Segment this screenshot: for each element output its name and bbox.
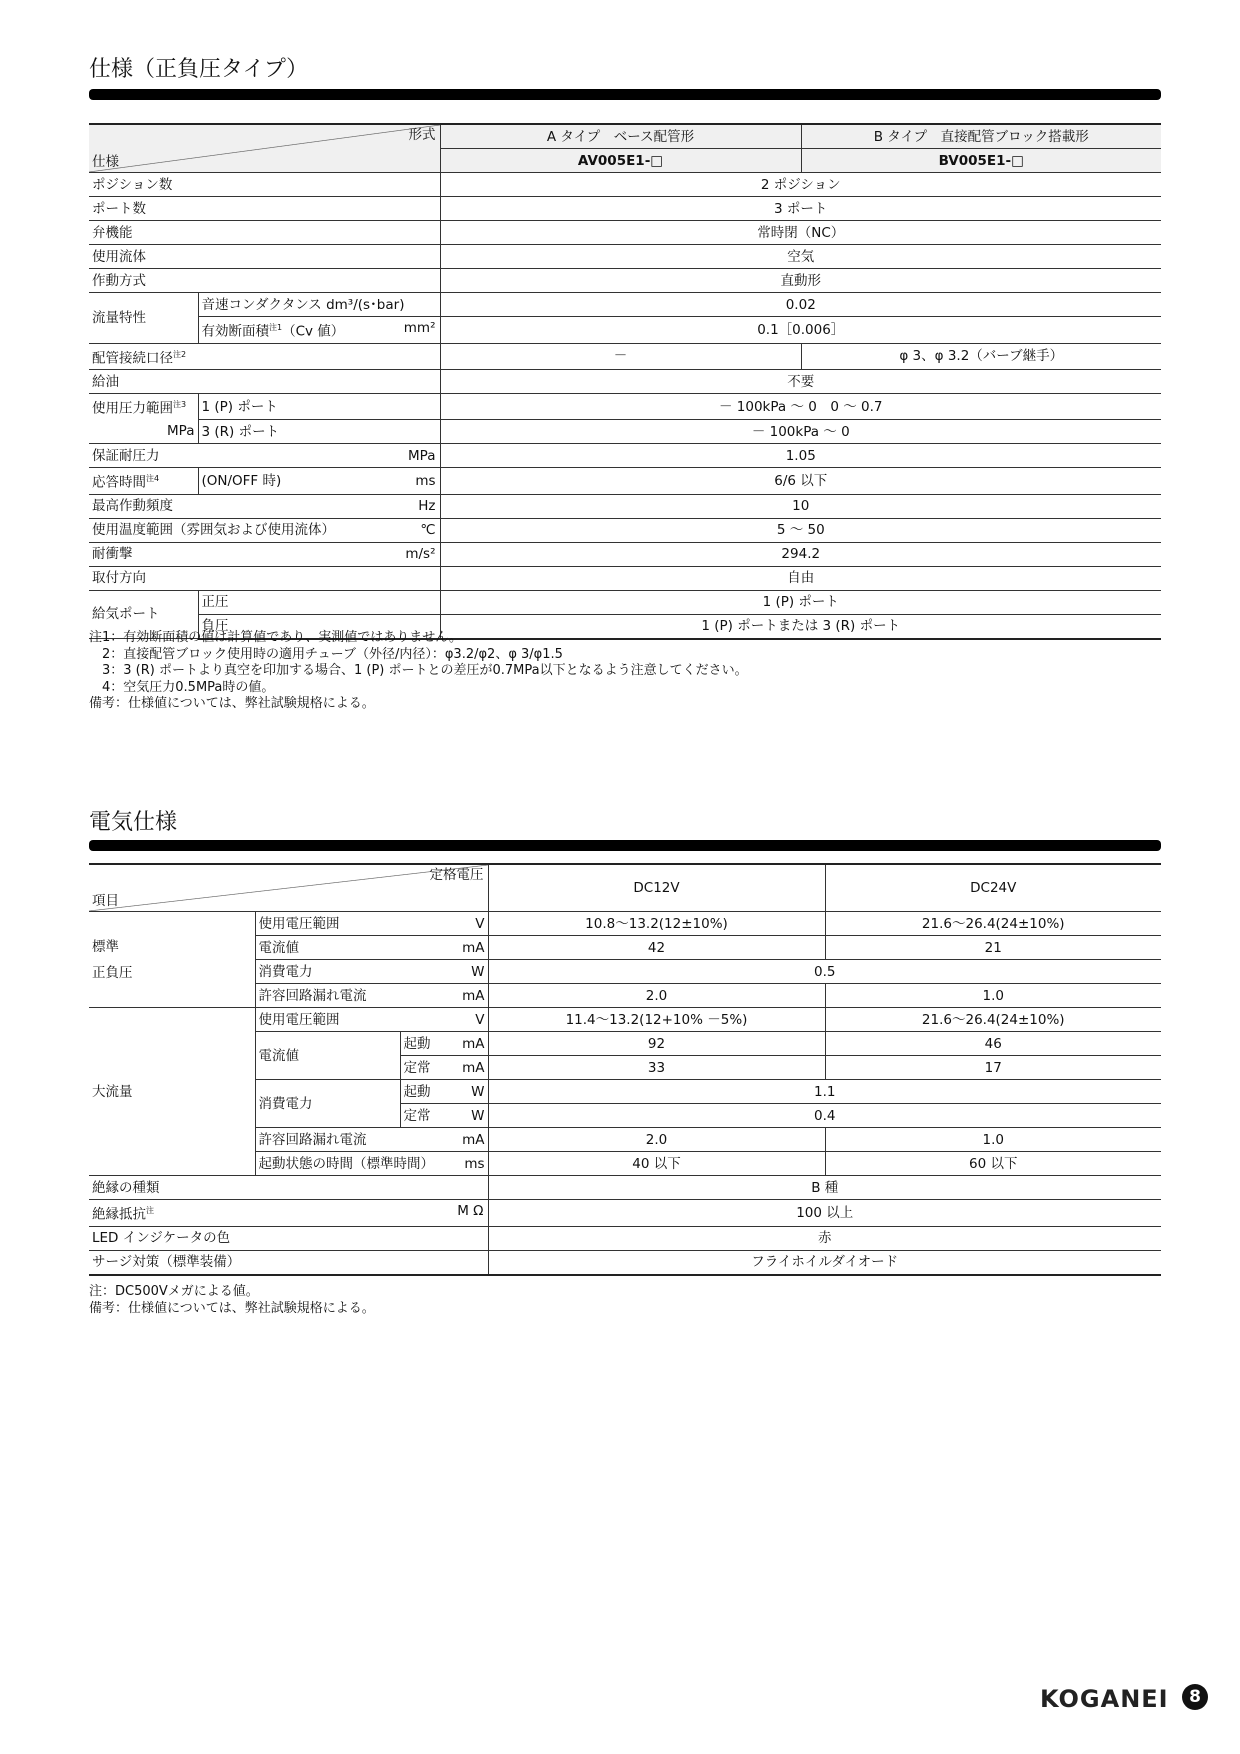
pressure-label-cell xyxy=(89,394,198,420)
elec-value-24: 17 xyxy=(825,1056,1161,1080)
shock-label: 耐衝撃 xyxy=(92,546,133,562)
port-size-a: － xyxy=(440,343,801,370)
spec-header-row-1 xyxy=(89,124,1161,149)
spec-title-bar xyxy=(89,89,1161,100)
elec-unit: mA xyxy=(450,1056,488,1080)
elec-table xyxy=(89,863,1161,1276)
spec-value: 空気 xyxy=(440,245,1161,269)
spec-row xyxy=(89,494,1161,518)
elec-value: 0.5 xyxy=(488,960,1161,984)
pressure-r-label: 3 (R) ポート xyxy=(198,420,440,444)
spec-row xyxy=(89,343,1161,370)
elec-label: LED インジケータの色 xyxy=(89,1226,488,1250)
spec-row xyxy=(89,468,1161,495)
elec-value: 1.1 xyxy=(488,1080,1161,1104)
elec-row xyxy=(89,912,1161,936)
response-label: 応答時間 xyxy=(92,474,146,491)
shock-value: 294.2 xyxy=(440,542,1161,566)
spec-row xyxy=(89,197,1161,221)
dc12-header: DC12V xyxy=(488,864,825,912)
page-number: 8 xyxy=(1182,1684,1208,1710)
spec-row xyxy=(89,542,1161,566)
spec-row xyxy=(89,221,1161,245)
elec-value-24: 1.0 xyxy=(825,1128,1161,1152)
resistance-unit: M Ω xyxy=(457,1203,484,1219)
proof-unit: MPa xyxy=(408,447,436,464)
spec-row xyxy=(89,590,1161,614)
spec-value: 常時閉（NC） xyxy=(440,221,1161,245)
port-size-b: φ 3、φ 3.2（バーブ継手） xyxy=(801,343,1161,370)
spec-label: 使用流体 xyxy=(89,245,440,269)
spec-table xyxy=(89,123,1161,640)
proof-value: 1.05 xyxy=(440,444,1161,468)
spec-label: 取付方向 xyxy=(89,566,440,590)
supply-neg-label: 負圧 xyxy=(198,614,440,639)
flow-area-cv: （Cv 値） xyxy=(282,323,345,340)
resistance-label: 絶縁抵抗 xyxy=(92,1206,146,1223)
elec-value-12: 2.0 xyxy=(488,1128,825,1152)
type-b-header: B タイプ 直接配管ブロック搭載形 xyxy=(801,124,1161,149)
freq-cell xyxy=(89,494,440,518)
hold-label: 定常 xyxy=(400,1104,450,1128)
note-ref: 注4 xyxy=(146,474,160,483)
elec-corner-cell xyxy=(89,864,488,912)
elec-value-24: 21.6～26.4(24±10%) xyxy=(825,912,1161,936)
temp-value: 5 ～ 50 xyxy=(440,518,1161,542)
response-unit: ms xyxy=(415,472,436,489)
spec-corner-top: 形式 xyxy=(408,127,436,143)
elec-value-24: 21.6～26.4(24±10%) xyxy=(825,1008,1161,1032)
elec-unit: W xyxy=(450,1080,488,1104)
elec-value-12: 33 xyxy=(488,1056,825,1080)
temp-cell xyxy=(89,518,440,542)
elec-row xyxy=(89,1250,1161,1275)
note-line: 注：DC500Vメガによる値。 xyxy=(89,1284,259,1299)
spec-row xyxy=(89,317,1161,344)
hold-label: 定常 xyxy=(400,1056,450,1080)
pressure-r-value: － 100kPa ～ 0 xyxy=(440,420,1161,444)
response-sub-cell xyxy=(198,468,440,495)
freq-value: 10 xyxy=(440,494,1161,518)
note-ref: 注 xyxy=(146,1206,154,1215)
proof-label: 保証耐圧力 xyxy=(92,447,160,464)
resistance-cell xyxy=(89,1200,488,1227)
elec-unit: mA xyxy=(450,984,488,1008)
elec-section-title: 電気仕様 xyxy=(89,810,178,835)
spec-value: 自由 xyxy=(440,566,1161,590)
elec-unit: V xyxy=(450,1008,488,1032)
model-b: BV005E1-□ xyxy=(801,149,1161,173)
spec-row xyxy=(89,566,1161,590)
elec-notes xyxy=(89,1284,375,1317)
flow-area-cell xyxy=(198,317,440,344)
note-ref: 注2 xyxy=(173,349,187,359)
elec-row xyxy=(89,1176,1161,1200)
pressure-unit: MPa xyxy=(89,420,198,444)
elec-value-12: 42 xyxy=(488,936,825,960)
elec-value: 100 以上 xyxy=(488,1200,1161,1227)
spec-row xyxy=(89,420,1161,444)
spec-row xyxy=(89,394,1161,420)
note-line: 備考：仕様値については、弊社試験規格による。 xyxy=(89,1300,375,1316)
elec-value-12: 11.4～13.2(12+10% －5%) xyxy=(488,1008,825,1032)
elec-unit: mA xyxy=(450,1032,488,1056)
response-value: 6/6 以下 xyxy=(440,468,1161,495)
std-group-line2: 正負圧 xyxy=(92,964,133,981)
elec-row xyxy=(89,1200,1161,1227)
spec-row xyxy=(89,173,1161,197)
elec-value-12: 40 以下 xyxy=(488,1152,825,1176)
proof-cell xyxy=(89,444,440,468)
elec-value-12: 10.8～13.2(12±10%) xyxy=(488,912,825,936)
flow-area-value: 0.1［0.006］ xyxy=(440,317,1161,344)
elec-corner-top: 定格電圧 xyxy=(429,867,484,883)
supply-label: 給気ポート xyxy=(89,590,198,639)
elec-unit: mA xyxy=(450,1128,488,1152)
elec-label: 起動状態の時間（標準時間） xyxy=(255,1152,450,1176)
supply-pos-value: 1 (P) ポート xyxy=(440,590,1161,614)
elec-value: 赤 xyxy=(488,1226,1161,1250)
spec-notes xyxy=(89,630,748,713)
elec-unit: ms xyxy=(450,1152,488,1176)
elec-value-24: 1.0 xyxy=(825,984,1161,1008)
elec-label: 消費電力 xyxy=(255,960,450,984)
response-label-cell xyxy=(89,468,198,495)
elec-row xyxy=(89,1008,1161,1032)
elec-row xyxy=(89,1226,1161,1250)
note-line: 備考：仕様値については、弊社試験規格による。 xyxy=(89,696,375,711)
response-sub: (ON/OFF 時) xyxy=(201,472,282,489)
spec-value: 不要 xyxy=(440,370,1161,394)
spec-corner-bottom: 仕様 xyxy=(92,154,119,170)
spec-value: 2 ポジション xyxy=(440,173,1161,197)
spec-corner-cell xyxy=(89,124,440,173)
flow-label: 流量特性 xyxy=(89,293,198,344)
std-group-label xyxy=(89,912,255,1008)
note-ref: 注1 xyxy=(269,323,283,332)
koganei-logo: KOGANEI xyxy=(1040,1685,1169,1713)
temp-unit: ℃ xyxy=(420,522,436,538)
spec-row xyxy=(89,245,1161,269)
model-a: AV005E1-□ xyxy=(440,149,801,173)
temp-label: 使用温度範囲（雰囲気および使用流体） xyxy=(92,522,335,538)
elec-value-12: 2.0 xyxy=(488,984,825,1008)
elec-unit: V xyxy=(450,912,488,936)
pressure-label: 使用圧力範囲 xyxy=(92,400,173,417)
flow-area-label: 有効断面積 xyxy=(201,323,269,340)
elec-label: 使用電圧範囲 xyxy=(255,912,450,936)
elec-label: 許容回路漏れ電流 xyxy=(255,1128,450,1152)
spec-row xyxy=(89,370,1161,394)
spec-value: 3 ポート xyxy=(440,197,1161,221)
pressure-p-label: 1 (P) ポート xyxy=(198,394,440,420)
elec-value-24: 46 xyxy=(825,1032,1161,1056)
spec-label: ポジション数 xyxy=(89,173,440,197)
flow-area-unit: mm² xyxy=(403,320,436,336)
note-line: 2：直接配管ブロック使用時の適用チューブ（外径/内径）：φ3.2/φ2、φ 3/φ1.5 xyxy=(102,646,563,662)
start-label: 起動 xyxy=(400,1080,450,1104)
spec-label: 作動方式 xyxy=(89,269,440,293)
port-size-label: 配管接続口径 xyxy=(92,350,173,366)
elec-corner-bottom: 項目 xyxy=(92,893,119,909)
hf-power-label: 消費電力 xyxy=(255,1080,400,1128)
spec-value: 直動形 xyxy=(440,269,1161,293)
start-label: 起動 xyxy=(400,1032,450,1056)
type-a-header: A タイプ ベース配管形 xyxy=(440,124,801,149)
elec-value-24: 21 xyxy=(825,936,1161,960)
elec-value: B 種 xyxy=(488,1176,1161,1200)
flow-sonic-value: 0.02 xyxy=(440,293,1161,317)
supply-pos-label: 正圧 xyxy=(198,590,440,614)
note-ref: 注3 xyxy=(173,400,187,409)
port-size-cell xyxy=(89,343,440,370)
dc24-header: DC24V xyxy=(825,864,1161,912)
elec-label: 電流値 xyxy=(255,936,450,960)
note-line: 注1：有効断面積の値は計算値であり、実測値ではありません。 xyxy=(89,630,463,645)
note-line: 4：空気圧力0.5MPa時の値。 xyxy=(102,679,275,695)
spec-row xyxy=(89,518,1161,542)
spec-label: 給油 xyxy=(89,370,440,394)
spec-row xyxy=(89,269,1161,293)
elec-value-12: 92 xyxy=(488,1032,825,1056)
spec-row xyxy=(89,444,1161,468)
pressure-p-value: － 100kPa ～ 0 0 ～ 0.7 xyxy=(440,394,1161,420)
shock-cell xyxy=(89,542,440,566)
spec-label: 弁機能 xyxy=(89,221,440,245)
note-line: 3：3 (R) ポートより真空を印加する場合、1 (P) ポートとの差圧が0.7MPa以下となるよう注意してください。 xyxy=(102,663,748,678)
spec-section-title: 仕様（正負圧タイプ） xyxy=(89,57,309,82)
supply-neg-value: 1 (P) ポートまたは 3 (R) ポート xyxy=(440,614,1161,639)
elec-value-24: 60 以下 xyxy=(825,1152,1161,1176)
elec-label: サージ対策（標準装備） xyxy=(89,1250,488,1275)
shock-unit: m/s² xyxy=(405,546,436,562)
std-group-line1: 標準 xyxy=(92,938,119,955)
hf-group-label: 大流量 xyxy=(89,1008,255,1176)
elec-unit: W xyxy=(450,960,488,984)
elec-label: 許容回路漏れ電流 xyxy=(255,984,450,1008)
freq-unit: Hz xyxy=(418,498,436,514)
elec-label: 使用電圧範囲 xyxy=(255,1008,450,1032)
elec-header-row xyxy=(89,864,1161,912)
freq-label: 最高作動頻度 xyxy=(92,498,173,514)
elec-label: 絶縁の種類 xyxy=(89,1176,488,1200)
elec-unit: W xyxy=(450,1104,488,1128)
elec-value: フライホイルダイオード xyxy=(488,1250,1161,1275)
hf-curr-label: 電流値 xyxy=(255,1032,400,1080)
spec-label: ポート数 xyxy=(89,197,440,221)
spec-row xyxy=(89,293,1161,317)
elec-unit: mA xyxy=(450,936,488,960)
flow-sonic-label: 音速コンダクタンス dm³/(s･bar) xyxy=(198,293,440,317)
elec-title-bar xyxy=(89,840,1161,851)
elec-value: 0.4 xyxy=(488,1104,1161,1128)
